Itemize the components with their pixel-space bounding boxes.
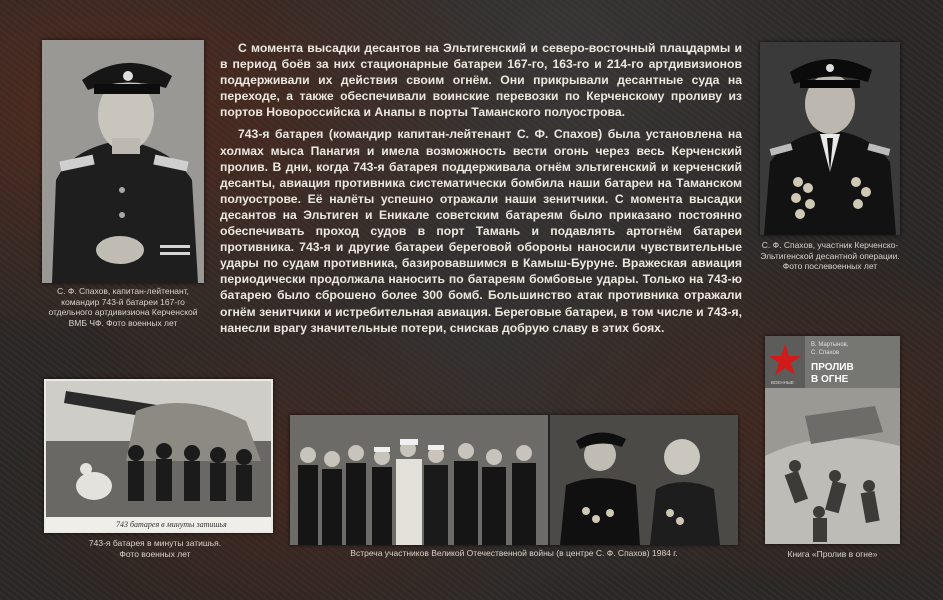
portrait-young-caption: С. Ф. Спахов, капитан-лейтенант, командир 743-й батареи 167-го отдельного артдивизиона Керченской ВМБ ЧФ. Фото военных лет [48, 286, 198, 328]
meeting-photo [290, 415, 738, 545]
book-title-2: В ОГНЕ [811, 374, 849, 385]
meeting-photo-image [290, 415, 738, 545]
main-paragraph-1: С момента высадки десантов на Эльтигенский и северо-восточный плацдармы и в период боёв за них стационарные батареи 167-го, 163-го и 214-го артдивизионов поддерживали их действия своим огнём. Они прикрывали десантные суда на переходе, а также обеспечивали воинские перевозки по Керченскому проливу из портов Новороссийска и Анапы в порты Таманского полуострова. [220, 41, 742, 120]
portrait-young-officer-image [42, 40, 204, 283]
portrait-young-officer [42, 40, 204, 283]
battery-photo [44, 379, 273, 533]
portrait-veteran [760, 42, 900, 235]
book-cover-caption: Книга «Пролив в огне» [787, 549, 878, 559]
book-author-1: В. Мартынов, [811, 342, 849, 348]
meeting-photo-caption: Встреча участников Великой Отечественной войны (в центре С. Ф. Спахов) 1984 г. [350, 548, 678, 558]
main-paragraph-2: 743-я батарея (командир капитан-лейтенант С. Ф. Спахов) была установлена на холмах мыса Панагия и имела возможность вести огонь через весь Керченский пролив. В дни, когда 743-я батарея поддерживала огнём эльтигенский и керченский десанты, авиация противника систематически бомбила наши батареи на Таманском полуострове. Её налёты успешно отражали наши зенитчики. С момента высадки десантов на Эльтиген и Еникале советским батареям было приказано постоянно обеспечивать проход судов в порт Тамань и подавлять артогнём батареи противника. 743-я и другие батареи береговой обороны наносили чувствительные удары по судам противника, базировавшимся в Камыш-Буруне. Вражеская авиация периодически продолжала наносить по батареям бомбовые удары. Только на 743-ю батарею было сброшено более 300 бомб. Большинство атак противника отражали огнём зенитчики и истребительная авиация. Береговые батареи, в том числе и 743-я, нанесли врагу значительные потери, снискав добрую славу в этих боях. [220, 127, 742, 335]
battery-photo-inscription: 743 батарея в минуты затишья [116, 520, 227, 529]
portrait-veteran-caption: С. Ф. Спахов, участник Керченско-Эльтигенской десантной операции. Фото послевоенных лет [760, 240, 900, 271]
battery-photo-caption: 743-я батарея в минуты затишья. Фото военных лет [88, 538, 222, 559]
book-cover [765, 336, 900, 544]
book-title-1: ПРОЛИВ [811, 362, 854, 373]
book-series-label: ВОЕННЫЕ [771, 380, 794, 385]
battery-photo-image [46, 381, 271, 531]
book-cover-image [765, 336, 900, 544]
portrait-veteran-image [760, 42, 900, 235]
book-author-2: С. Спахов [811, 350, 840, 356]
main-text-block [220, 40, 742, 342]
